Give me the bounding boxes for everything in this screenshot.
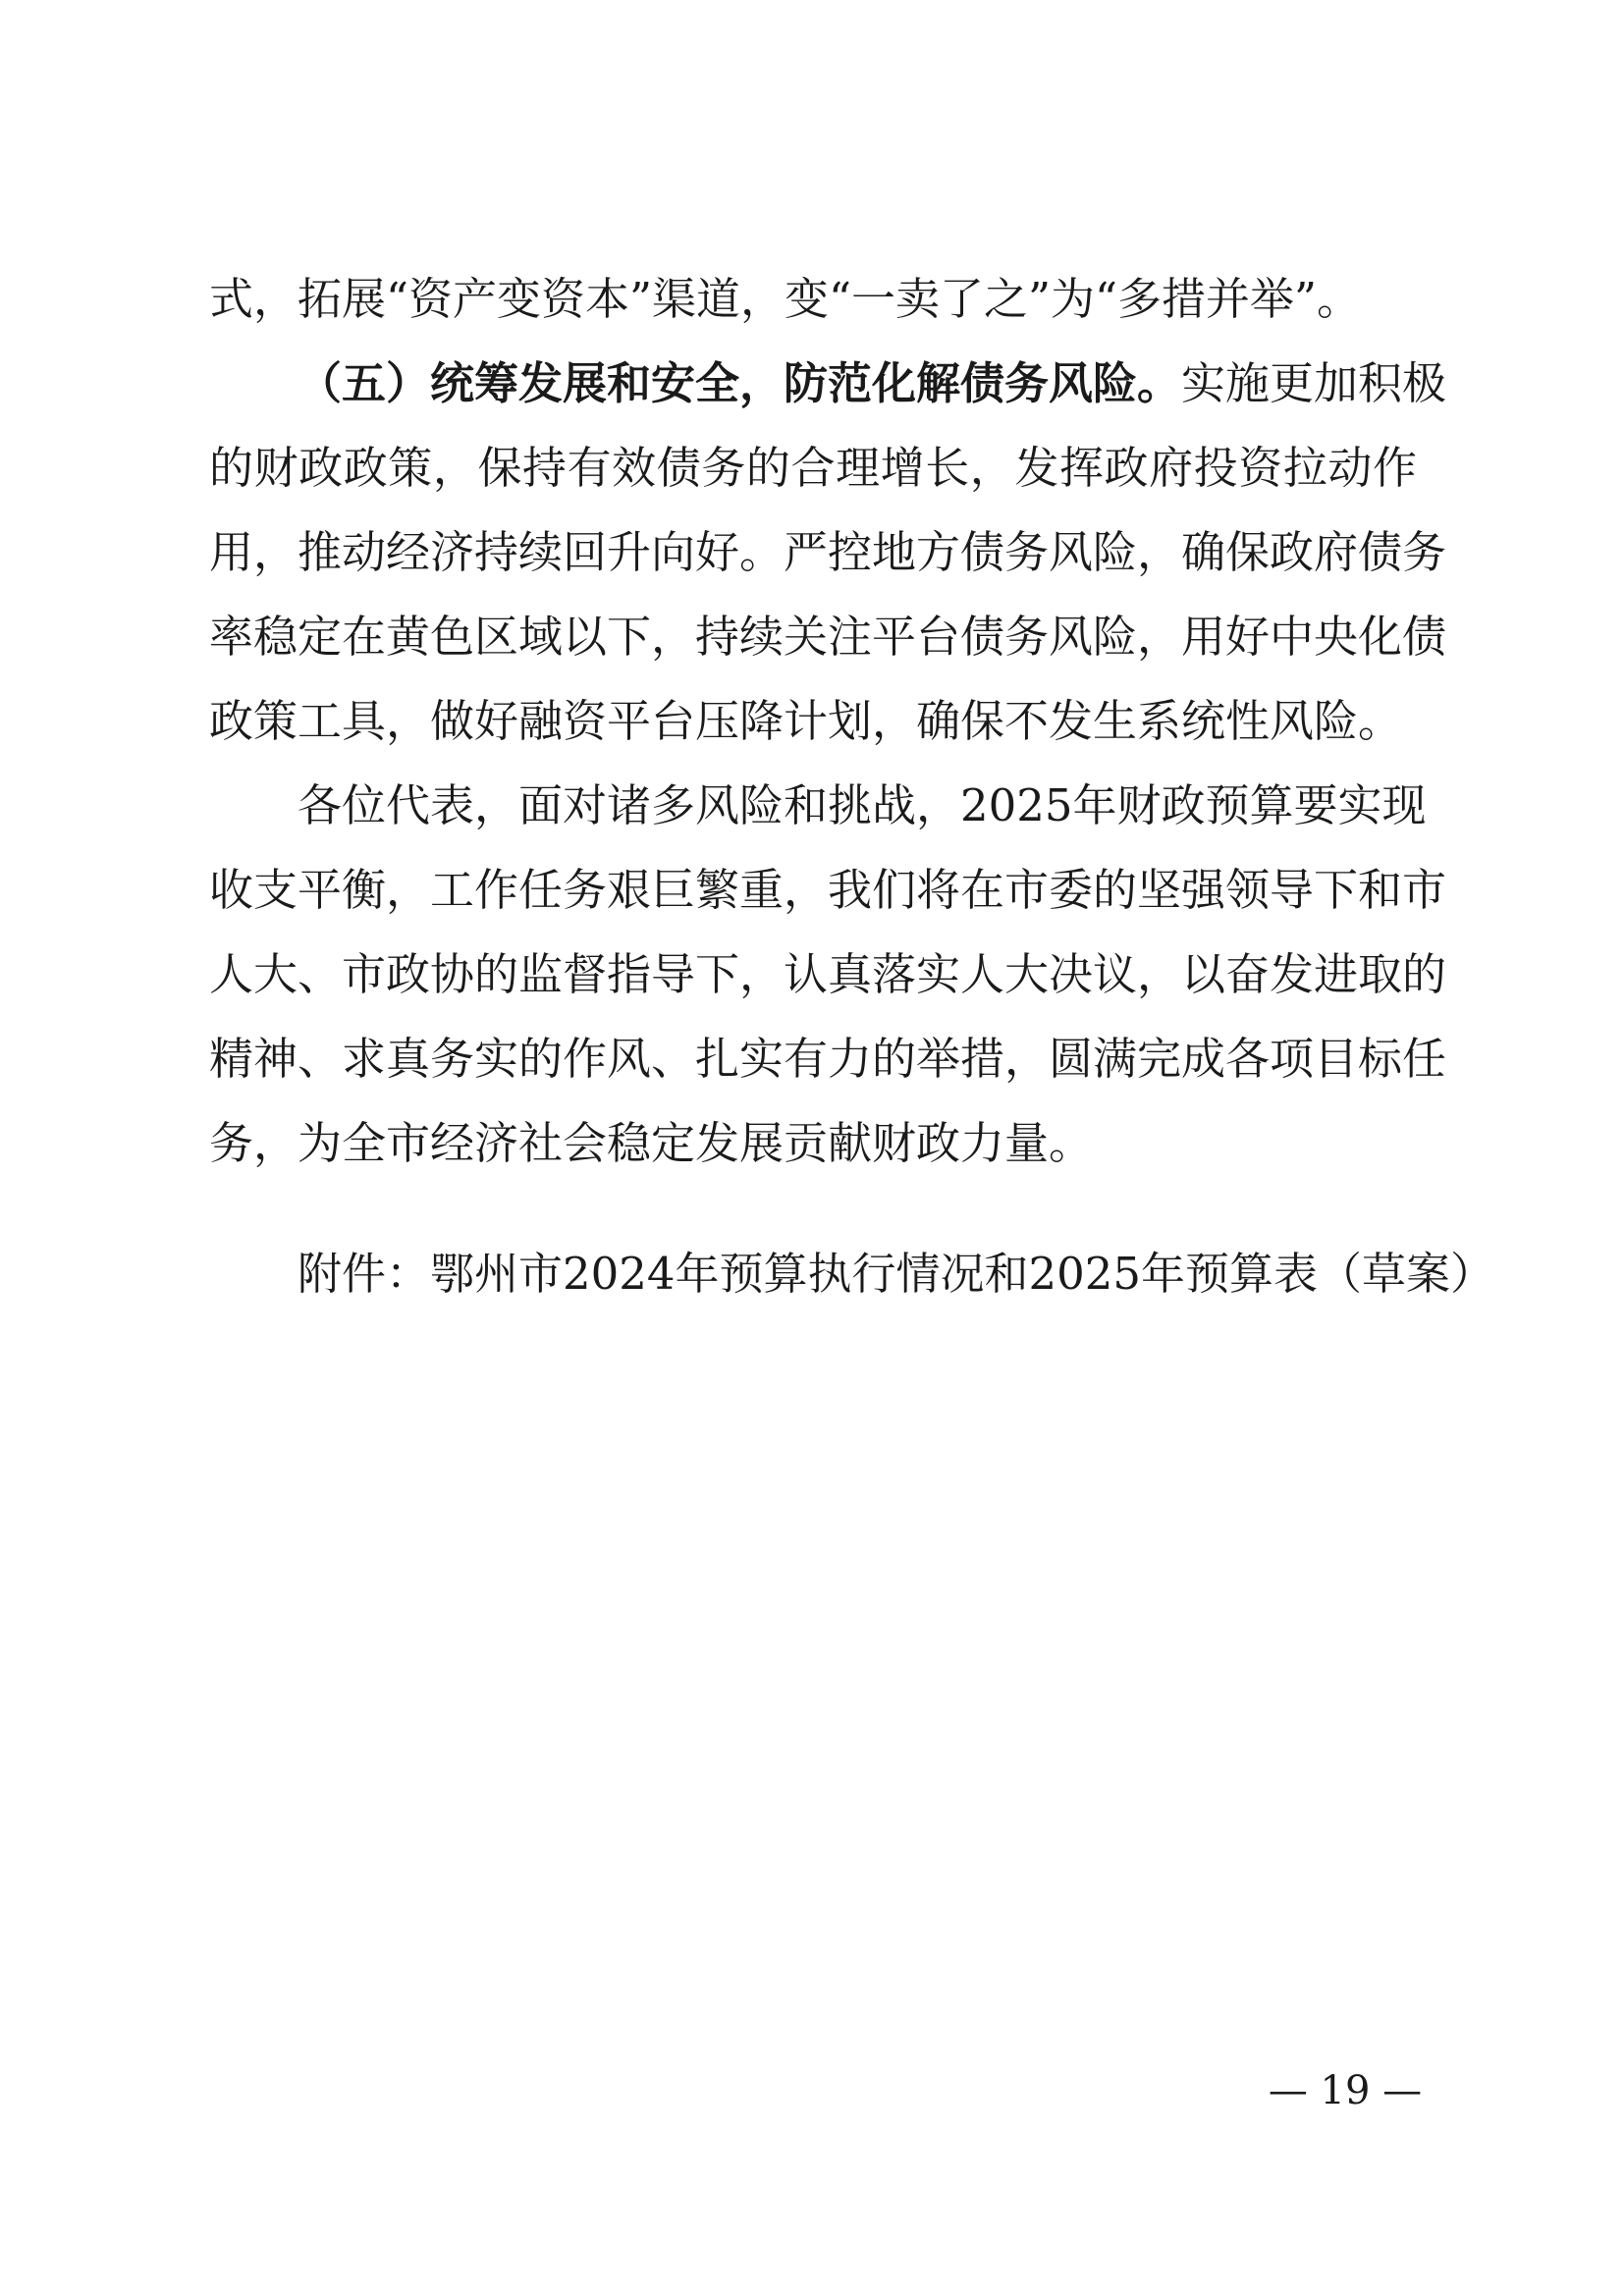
attachment-note: 附件：鄂州市2024年预算执行情况和2025年预算表（草案） [298, 1248, 1495, 1300]
paragraph-line: 精神、求真务实的作风、扎实有力的举措，圆满完成各项目标任 [209, 1033, 1447, 1085]
paragraph-line: 的财政政策，保持有效债务的合理增长，发挥政府投资拉动作 [209, 442, 1417, 494]
paragraph-line: 收支平衡，工作任务艰巨繁重，我们将在市委的坚强领导下和市 [209, 864, 1447, 916]
section-heading-continuation: 实施更加积极 [1181, 357, 1447, 409]
paragraph-line: 各位代表，面对诸多风险和挑战，2025年财政预算要实现 [298, 779, 1427, 831]
paragraph-line: 政策工具，做好融资平台压降计划，确保不发生系统性风险。 [209, 695, 1403, 747]
paragraph-line: 人大、市政协的监督指导下，认真落实人大决议，以奋发进取的 [209, 948, 1447, 1000]
paragraph-line: 务，为全市经济社会稳定发展贡献财政力量。 [209, 1117, 1094, 1169]
page-number: — 19 — [1268, 2068, 1423, 2113]
paragraph-line: 式，拓展“资产变资本”渠道，变“一卖了之”为“多措并举”。 [209, 273, 1362, 325]
paragraph-line: 用，推动经济持续回升向好。严控地方债务风险，确保政府债务 [209, 526, 1447, 578]
section-heading-line [298, 342, 1447, 426]
paragraph-line: 率稳定在黄色区域以下，持续关注平台债务风险，用好中央化债 [209, 611, 1447, 663]
section-heading: （五）统筹发展和安全，防范化解债务风险。 [298, 357, 1182, 409]
